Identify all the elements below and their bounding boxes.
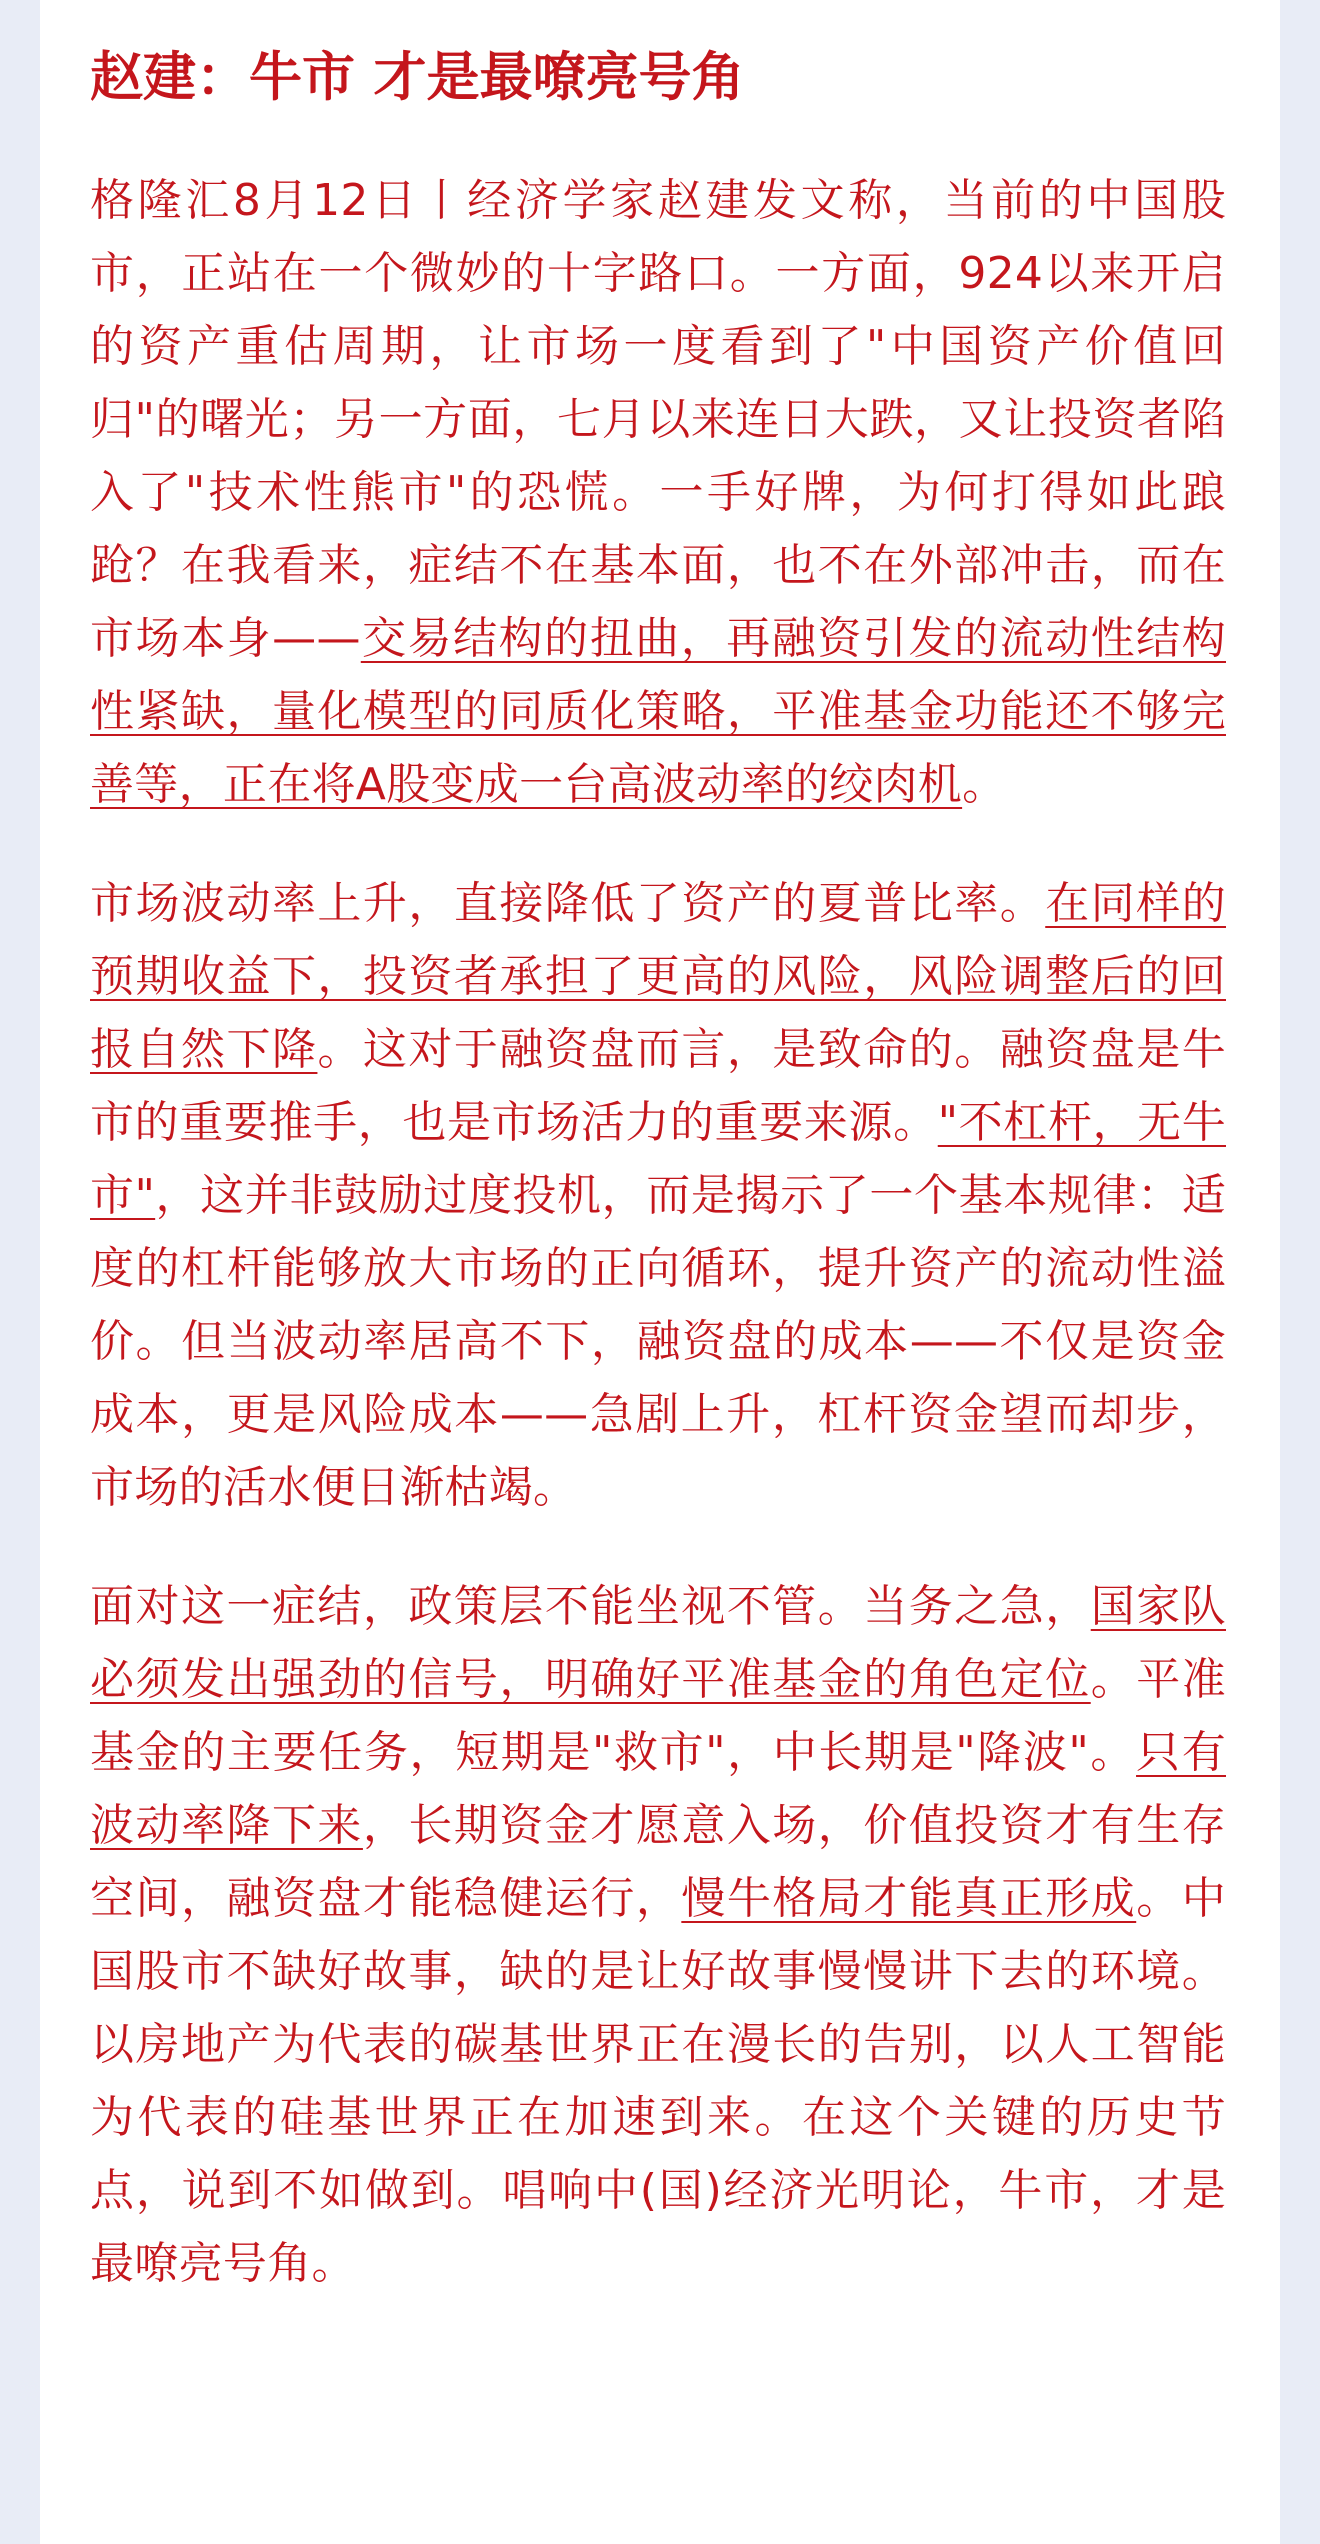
text-run: ，长期资金才愿意入场，价值投资才有生存空间，融资盘才能稳健运行，	[90, 1800, 1226, 1924]
underlined-text-run: 慢牛格局才能真正形成	[681, 1873, 1137, 1924]
text-run: 。中国股市不缺好故事，缺的是让好故事慢慢讲下去的环境。以房地产为代表的碳基世界正在漫长的告别，以人工智能为代表的硅基世界正在加速到来。在这个关键的历史节点，说到不如做到。唱响中(国)经济光明论，牛市，才是最嘹亮号角。	[90, 1873, 1226, 2289]
article-paragraph-1	[90, 164, 1226, 821]
article-paragraph-3	[90, 1570, 1226, 2300]
underlined-text-run: 只有波动率降下来	[90, 1727, 1226, 1851]
text-run: 面对这一症结，政策层不能坐视不管。当务之急，	[90, 1581, 1091, 1632]
article-paragraph-2	[90, 867, 1226, 1524]
underlined-text-run: "不杠杆，无牛市"	[90, 1097, 1226, 1221]
text-run: 。平准基金的主要任务，短期是"救市"，中长期是"降波"。	[90, 1654, 1226, 1778]
text-run: 。	[962, 759, 1007, 810]
article-page	[40, 0, 1280, 2544]
underlined-text-run: 交易结构的扭曲，再融资引发的流动性结构性紧缺，量化模型的同质化策略，平准基金功能还不够完善等，正在将A股变成一台高波动率的绞肉机	[90, 613, 1226, 810]
underlined-text-run: 在同样的预期收益下，投资者承担了更高的风险，风险调整后的回报自然下降	[90, 878, 1226, 1075]
text-run: 市场波动率上升，直接降低了资产的夏普比率。	[90, 878, 1046, 929]
underlined-text-run: 国家队必须发出强劲的信号，明确好平准基金的角色定位	[90, 1581, 1226, 1705]
text-run: 。这对于融资盘而言，是致命的。融资盘是牛市的重要推手，也是市场活力的重要来源。	[90, 1024, 1226, 1148]
text-run: 格隆汇8月12日丨经济学家赵建发文称，当前的中国股市，正站在一个微妙的十字路口。一方面，924以来开启的资产重估周期，让市场一度看到了"中国资产价值回归"的曙光；另一方面，七月以来连日大跌，又让投资者陷入了"技术性熊市"的恐慌。一手好牌，为何打得如此踉跄？在我看来，症结不在基本面，也不在外部冲击，而在市场本身——	[90, 175, 1226, 664]
text-run: ，这并非鼓励过度投机，而是揭示了一个基本规律：适度的杠杆能够放大市场的正向循环，提升资产的流动性溢价。但当波动率居高不下，融资盘的成本——不仅是资金成本，更是风险成本——急剧上升，杠杆资金望而却步，市场的活水便日渐枯竭。	[90, 1170, 1227, 1513]
article-title: 赵建：牛市 才是最嘹亮号角	[90, 46, 745, 108]
